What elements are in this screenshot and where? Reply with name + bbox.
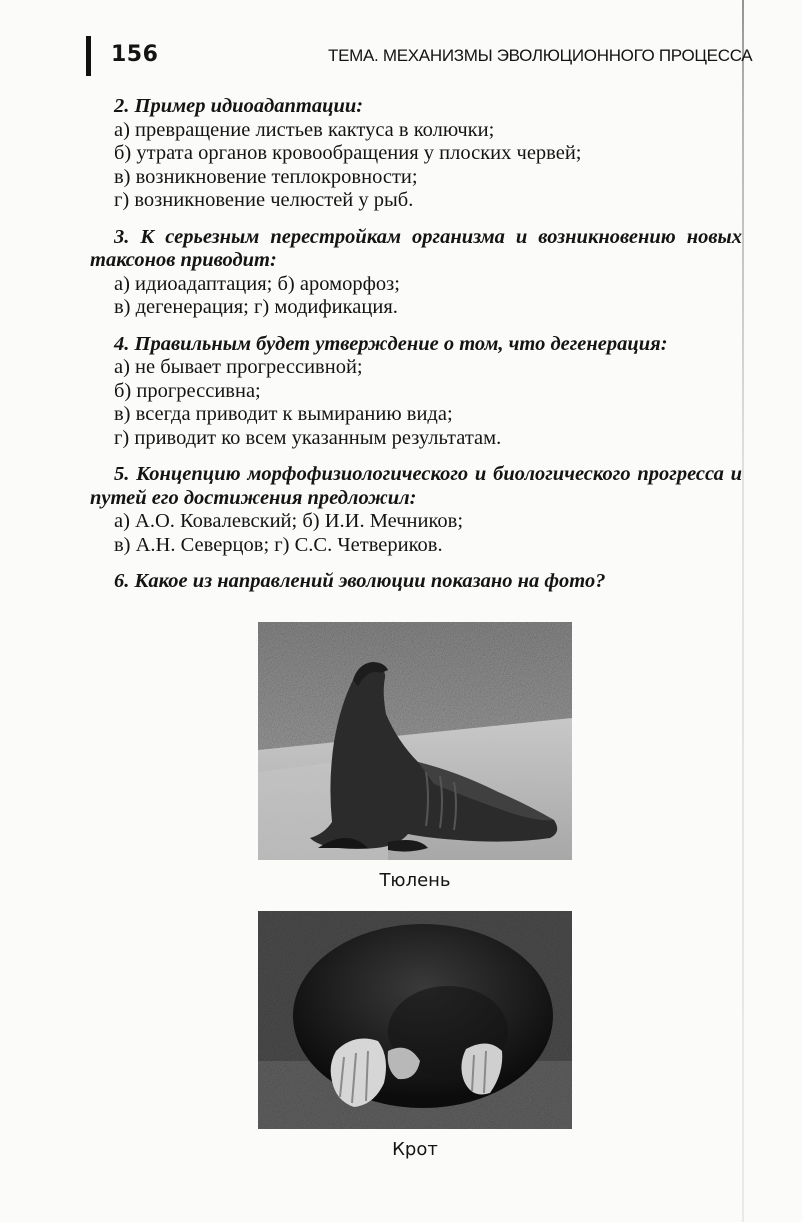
page-number: 156 (111, 42, 159, 67)
question-title: 4. Правильным будет утверждение о том, что дегенерация: (114, 332, 668, 355)
question-title: 6. Какое из направлений эволюции показано на фото? (114, 570, 606, 592)
question-title: 2. Пример идиоадаптации: (114, 95, 364, 117)
question-5 (90, 463, 742, 557)
seal-caption: Тюлень (379, 870, 451, 891)
question-3 (90, 226, 742, 320)
running-header-title: ТЕМА. МЕХАНИЗМЫ ЭВОЛЮЦИОННОГО ПРОЦЕССА (328, 46, 753, 65)
answer-option: г) возникновение челюстей у рыб. (114, 189, 414, 211)
mole-caption: Крот (392, 1139, 438, 1160)
question-2 (90, 95, 742, 213)
answer-option: в) всегда приводит к вымиранию вида; (114, 403, 453, 425)
answer-option: в) дегенерация; г) модификация. (114, 296, 398, 318)
seal-figure (258, 622, 572, 891)
answer-option: г) приводит ко всем указанным результатам. (114, 426, 502, 449)
answer-option: а) не бывает прогрессивной; (114, 356, 363, 378)
question-title: 3. К серьезным перестройкам организма и возникновению новых таксонов приводит: (90, 225, 742, 271)
answer-option: а) идиоадаптация; б) ароморфоз; (114, 272, 400, 295)
question-6 (90, 570, 742, 594)
question-title: 5. Концепцию морфофизиологического и биологического прогресса и путей его достижения предложил: (90, 463, 742, 509)
question-4 (90, 333, 742, 451)
page-number-bar (86, 36, 91, 76)
answer-option: б) утрата органов кровообращения у плоских червей; (114, 142, 582, 164)
answer-option: в) А.Н. Северцов; г) С.С. Четвериков. (114, 533, 443, 556)
answer-option: а) А.О. Ковалевский; б) И.И. Мечников; (114, 510, 464, 532)
answer-option: б) прогрессивна; (114, 379, 261, 402)
answer-option: в) возникновение теплокровности; (114, 165, 418, 188)
mole-figure (258, 911, 572, 1160)
mole-photo (258, 911, 572, 1129)
seal-photo (258, 622, 572, 860)
questions-block (90, 95, 742, 607)
page-edge-shadow (742, 0, 744, 1222)
answer-option: а) превращение листьев кактуса в колючки; (114, 118, 495, 141)
